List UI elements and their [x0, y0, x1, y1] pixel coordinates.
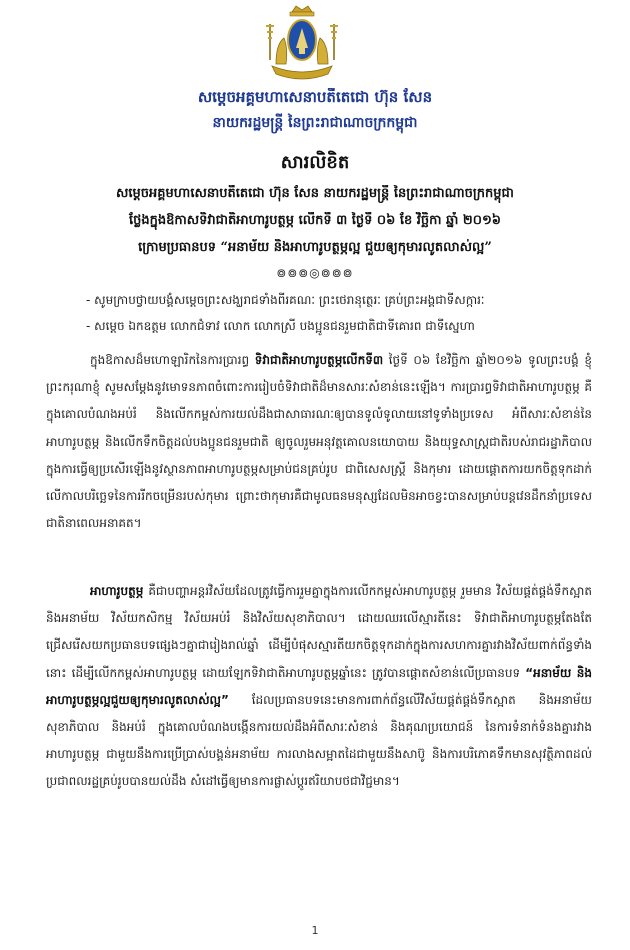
body-paragraph-1 — [46, 347, 592, 567]
paragraph-1-emphasis: ទិវាជាតិអាហារូបត្ថម្ភលើកទី៣ — [254, 353, 384, 367]
leader-position-heading: នាយករដ្ឋមន្ត្រី នៃព្រះរាជាណាចក្រកម្ពុជា — [212, 115, 418, 131]
salutation-clergy: - សូមក្រាបថ្វាយបង្គំសម្តេចព្រះសង្ឃរាជទាំងពីរគណៈ ព្រះថេរានុត្ថេរៈ គ្រប់ព្រះអង្គជាទីសក្ការៈ — [86, 293, 485, 307]
subtitle-line-2: ថ្លែងក្នុងឱកាសទិវាជាតិអាហារូបត្ថម្ភ លើកទី ៣ ថ្ងៃទី ០៦ ខែ វិច្ឆិកា ឆ្នាំ ២០១៦ — [129, 213, 501, 228]
body-paragraph-2 — [46, 578, 592, 908]
paragraph-2-text-a: គឺជាបញ្ហាអន្តរវិស័យដែលត្រូវធ្វើការរួមគ្នាក្នុងការលើកកម្ពស់អាហារូបត្ថម្ភ រួមមាន វិស័យផ្គត់ផ្គង់ទឹកស្អាត និងអនាម័យ វិស័យកសិកម្ម វិស័យអប់រំ និងវិស័យសុខាភិបាល។ ដោយឈរលើស្មារតីនេះ ទិវាជាតិអាហារូបត្ថម្ភតែងតែជ្រើសរើសយកប្រធានបទផ្សេងៗគ្នាជារៀងរាល់ឆ្នាំ ដើម្បីបំផុសស្មារតីយកចិត្តទុកដាក់ក្នុងការសហការគ្នារវាងវិស័យពាក់ព័ន្ធទាំងនោះ ដើម្បីលើកកម្ពស់អាហារូបត្ថម្ភ ដោយឡែកទិវាជាតិអាហារូបត្ថម្ភឆ្នាំនេះ ត្រូវបានផ្តោតសំខាន់លើប្រធានបទ — [46, 584, 592, 680]
ornament-divider: ៙៙៙◎៙៙៙ — [276, 266, 354, 280]
paragraph-1-text: ថ្ងៃទី ០៦ ខែវិច្ឆិកា ឆ្នាំ២០១៦ ទូលព្រះបង្គំ ខ្ញុំព្រះករុណាខ្ញុំ សូមសម្តែងនូវមោទនភាពចំពោះការរៀបចំទិវាជាតិដ៏មានសារៈសំខាន់នេះឡើង។ ការប្រារព្ធទិវាជាតិអាហារូបត្ថម្ភ គឺក្នុងគោលបំណងអប់រំ និងលើកកម្ពស់ការយល់ដឹងជាសាធារណៈឲ្យបានទូលំទូលាយនៅទូទាំងប្រទេស អំពីសារៈសំខាន់នៃអាហារូបត្ថម្ភ និងលើកទឹកចិត្តដល់បងប្អូនជនរួមជាតិ ឲ្យចូលរួមអនុវត្តគោលនយោបាយ និងយុទ្ធសាស្ត្រជាតិរបស់រាជរដ្ឋាភិបាល ក្នុងការធ្វើឲ្យប្រសើរឡើងនូវស្ថានភាពអាហារូបត្ថម្ភសម្រាប់ជនគ្រប់រូប ជាពិសេសស្ត្រី និងកុមារ ដោយផ្តោតការយកចិត្តទុកដាក់លើកាលបរិច្ឆេទនៃការរីកចម្រើនរបស់កុមារ ព្រោះថាកុមារគឺជាមូលធនមនុស្សដែលមិនអាចខ្វះបានសម្រាប់បន្តវេនដឹកនាំប្រទេសជាតិនាពេលអនាគត។ — [46, 353, 592, 531]
paragraph-2-theme-quote: “អនាម័យ និងអាហារូបត្ថម្ភល្អជួយឲ្យកុមារលូតលាស់ល្អ” — [46, 665, 592, 707]
royal-coat-of-arms-icon — [262, 4, 342, 82]
page-number: 1 — [311, 924, 319, 937]
subtitle-line-1: សម្តេចអគ្គមហាសេនាបតីតេជោ ហ៊ុន សែន នាយករដ្ឋមន្ត្រី នៃព្រះរាជាណាចក្រកម្ពុជា — [116, 186, 514, 201]
salutation-dignitaries: - សម្តេច ឯកឧត្តម លោកជំទាវ លោក លោកស្រី បងប្អូនជនរួមជាតិជាទីគោរព ជាទីស្នេហា — [86, 319, 475, 333]
paragraph-2-emphasis: អាហារូបត្ថម្ភ — [90, 584, 144, 598]
subtitle-line-3: ក្រោមប្រធានបទ “អនាម័យ និងអាហារូបត្ថម្ភល្អ ជួយឲ្យកុមារលូតលាស់ល្អ” — [138, 240, 492, 255]
leader-name-heading: សម្តេចអគ្គមហាសេនាបតីតេជោ ហ៊ុន សែន — [197, 88, 433, 106]
document-title: សារលិខិត — [280, 152, 350, 173]
paragraph-2-text-b: ដែលប្រធានបទនេះមានការពាក់ព័ន្ធលើវិស័យផ្គត់ផ្គង់ទឹកស្អាត និងអនាម័យ សុខាភិបាល និងអប់រំ ក្នុងគោលបំណងបង្កើនការយល់ដឹងអំពីសារៈសំខាន់ និងគុណប្រយោជន៍ នៃការទំនាក់ទំនងគ្នារវាងអាហារូបត្ថម្ភ ជាមួយនឹងការប្រើប្រាស់បង្គន់អនាម័យ ការលាងសម្អាតដៃជាមួយនឹងសាប៊ូ និងការបរិភោគទឹកមានសុវត្ថិភាពដល់ប្រជាពលរដ្ឋគ្រប់រូបបានយល់ដឹង សំដៅធ្វើឲ្យមានការផ្លាស់ប្តូរឥរិយាបថជាវិជ្ជមាន។ — [46, 692, 592, 789]
paragraph-1-lead: ក្នុងឱកាសដ៏មហោឡារិកនៃការប្រារព្ធ — [90, 353, 250, 367]
